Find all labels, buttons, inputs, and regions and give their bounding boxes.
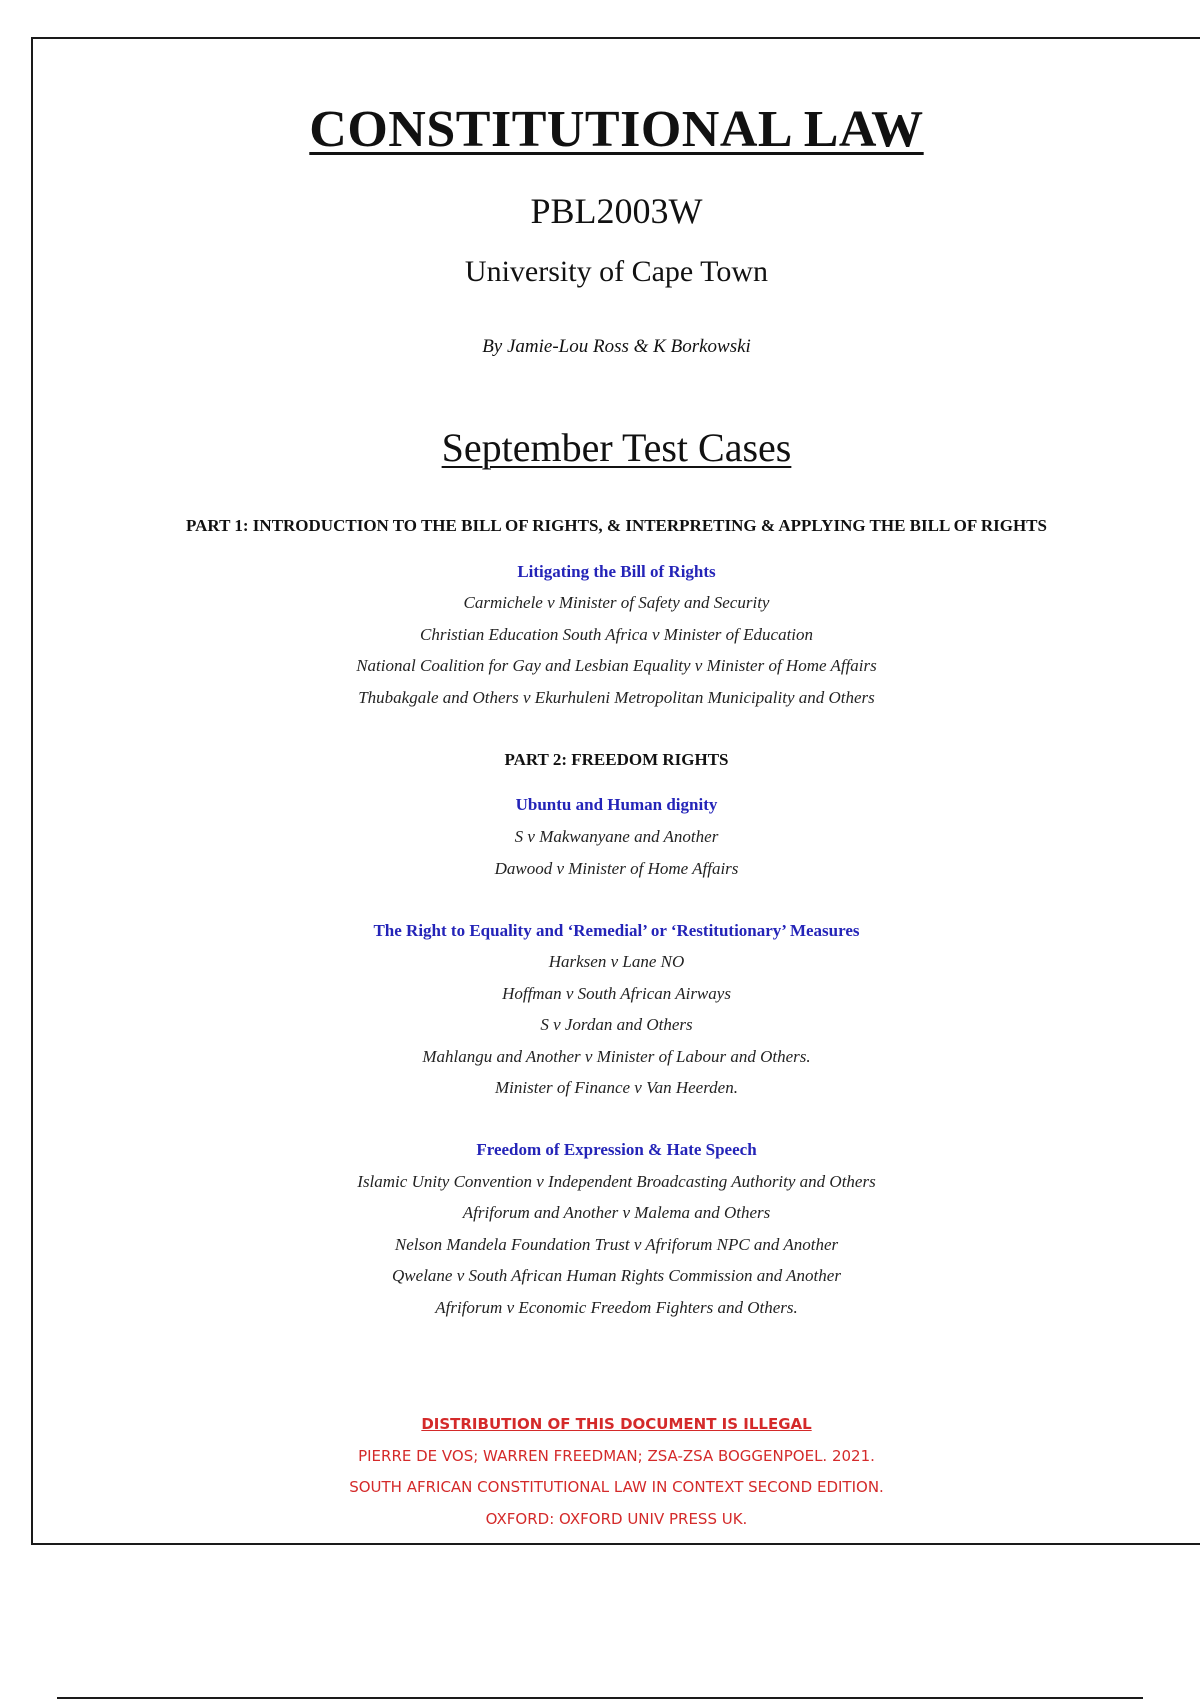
case-item: Minister of Finance v Van Heerden. [495,1078,738,1097]
case-item: S v Jordan and Others [540,1015,693,1034]
case-item: National Coalition for Gay and Lesbian Equality v Minister of Home Affairs [356,656,877,675]
case-item: Nelson Mandela Foundation Trust v Afriforum NPC and Another [394,1235,839,1254]
topic-heading: Ubuntu and Human dignity [515,795,718,814]
case-item: Carmichele v Minister of Safety and Security [463,593,770,612]
case-item: S v Makwanyane and Another [514,827,719,846]
document-title: CONSTITUTIONAL LAW [309,101,924,158]
topic-heading: Litigating the Bill of Rights [517,562,716,581]
citation-line: OXFORD: OXFORD UNIV PRESS UK. [485,1510,748,1528]
course-code: PBL2003W [530,191,703,231]
citation-line: PIERRE DE VOS; WARREN FREEDMAN; ZSA-ZSA BOGGENPOEL. 2021. [358,1447,875,1465]
case-item: Thubakgale and Others v Ekurhuleni Metropolitan Municipality and Others [358,688,875,707]
citation-line: SOUTH AFRICAN CONSTITUTIONAL LAW IN CONTEXT SECOND EDITION. [349,1478,884,1496]
case-item: Afriforum v Economic Freedom Fighters and Others. [435,1298,798,1317]
case-item: Hoffman v South African Airways [502,984,731,1003]
university-name: University of Cape Town [464,255,769,288]
authors-line: By Jamie-Lou Ross & K Borkowski [482,336,751,357]
case-item: Afriforum and Another v Malema and Others [462,1203,771,1222]
part-heading: PART 1: INTRODUCTION TO THE BILL OF RIGHTS, & INTERPRETING & APPLYING THE BILL OF RIGHTS [186,516,1047,535]
case-item: Dawood v Minister of Home Affairs [494,859,739,878]
case-item: Qwelane v South African Human Rights Commission and Another [392,1266,841,1285]
distribution-notice: DISTRIBUTION OF THIS DOCUMENT IS ILLEGAL [421,1415,812,1433]
topic-heading: The Right to Equality and ‘Remedial’ or ‘Restitutionary’ Measures [373,921,860,940]
part-heading: PART 2: FREEDOM RIGHTS [504,750,729,769]
case-item: Mahlangu and Another v Minister of Labour and Others. [422,1047,811,1066]
case-item: Christian Education South Africa v Minister of Education [419,625,814,644]
bottom-divider [57,1697,1143,1699]
topic-heading: Freedom of Expression & Hate Speech [476,1140,757,1159]
case-item: Islamic Unity Convention v Independent Broadcasting Authority and Others [357,1172,876,1191]
case-item: Harksen v Lane NO [548,952,685,971]
section-title: September Test Cases [441,425,792,470]
